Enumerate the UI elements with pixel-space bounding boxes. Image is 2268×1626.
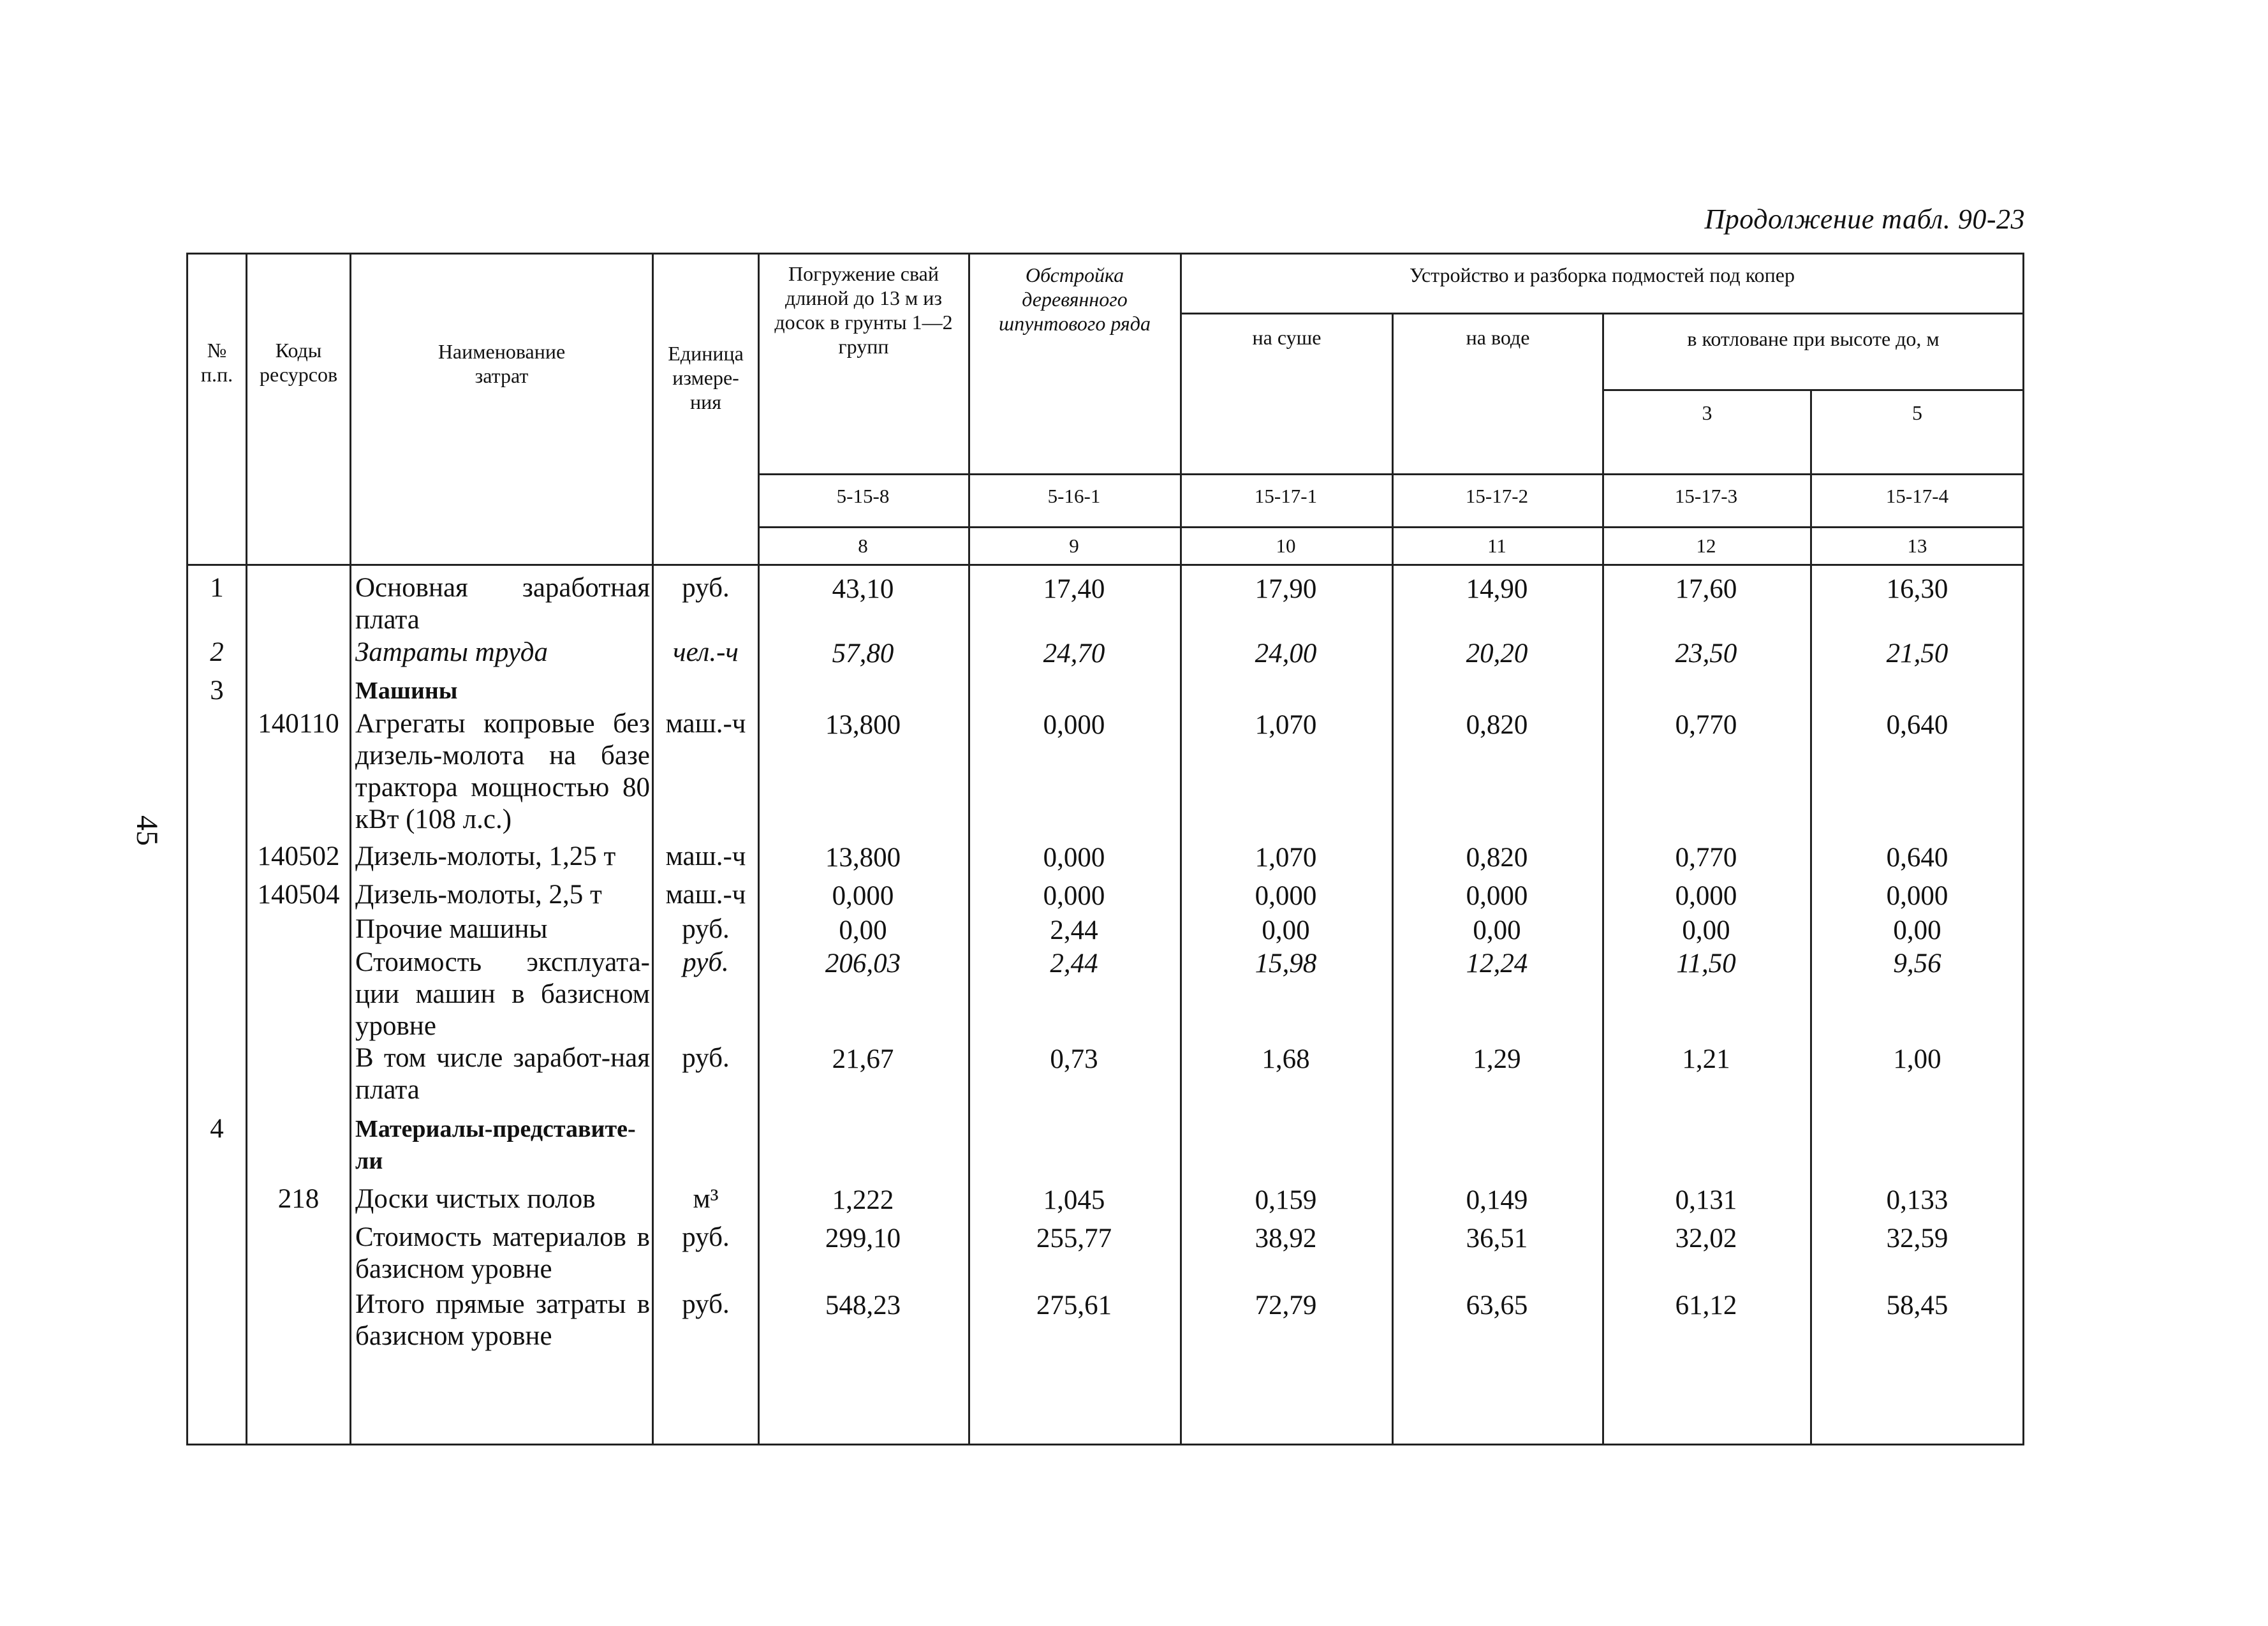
value-cell: 0,640 [1886,710,1948,740]
value-cell: 24,00 [1255,639,1317,669]
value-cell: 15,98 [1255,949,1317,979]
value-cell: 0,000 [1043,843,1105,873]
value-cell: 36,51 [1466,1223,1528,1253]
header-name-text: Наименование затрат [438,340,566,387]
value-cell: 23,50 [1675,639,1737,669]
value-cell: 21,50 [1886,639,1948,669]
value-cell: 17,40 [1043,574,1105,604]
value-cell: 0,000 [1886,881,1948,911]
value-cell: 1,070 [1255,843,1317,873]
value-cell: 9,56 [1893,949,1941,979]
unit: руб. [682,1043,730,1073]
value-cell: 255,77 [1036,1223,1112,1253]
value-cell: 1,68 [1262,1044,1310,1074]
value-cell: 17,60 [1675,574,1737,604]
unit: руб. [682,1289,730,1319]
value-cell: 57,80 [832,639,894,669]
value-cell: 32,02 [1675,1223,1737,1253]
value-cell: 299,10 [825,1223,901,1253]
value-cell: 0,149 [1466,1185,1528,1215]
header-unit-text: Единица измере- ния [668,342,744,413]
value-cell: 1,00 [1893,1044,1941,1074]
value-cell: 13,800 [825,710,901,740]
value-cell: 24,70 [1043,639,1105,669]
header-group-text: Устройство и разборка подмостей под копер [1410,263,1795,286]
header-unit [654,341,758,414]
row-divider [1602,389,2024,391]
unit: руб. [682,1222,730,1252]
value-cell: 0,73 [1050,1044,1098,1074]
column-number: 11 [1487,535,1506,557]
column-number: 12 [1696,535,1716,557]
unit: руб. [682,914,730,944]
value-cell: 0,00 [1473,915,1521,945]
cost-name: Агрегаты копровые без дизель-молота на базе трактора мощностью 80 кВт (108 л.с.) [355,709,650,834]
unit: руб. [682,947,729,977]
header-col9-text: Обстройка деревянного шпунтового ряда [999,263,1151,335]
header-codes [247,338,350,387]
value-cell: 32,59 [1886,1223,1948,1253]
header-pit-h2-text: 5 [1912,401,1922,424]
column-number: 13 [1907,535,1927,557]
value-cell: 0,000 [1466,881,1528,911]
value-cell: 0,640 [1886,843,1948,873]
header-pit-text: в котловане при высоте до, м [1687,327,1940,350]
header-pit [1604,327,2022,351]
value-cell: 38,92 [1255,1223,1317,1253]
row-number: 4 [210,1114,224,1144]
value-cell: 17,90 [1255,574,1317,604]
header-col10-text: на суше [1252,326,1322,349]
cost-name: Доски чистых полов [355,1184,596,1214]
row-number: 3 [210,676,224,706]
header-pit-h1-text: 3 [1702,401,1712,424]
cost-name: Материалы-представите-ли [355,1116,636,1174]
resource-code: 218 [277,1184,320,1214]
row-divider [1180,313,2024,314]
value-cell: 0,000 [832,881,894,911]
resource-code-header: 5-16-1 [1047,485,1101,507]
value-cell: 63,65 [1466,1290,1528,1320]
cost-name: Стоимость материалов в базисном уровне [355,1222,650,1284]
value-cell: 0,00 [1682,915,1730,945]
column-number: 10 [1276,535,1296,557]
value-cell: 0,131 [1675,1185,1737,1215]
resource-code-header: 15-17-2 [1465,485,1529,507]
value-cell: 14,90 [1466,574,1528,604]
resource-code: 140504 [257,880,340,910]
resource-code: 140502 [257,841,340,871]
cost-name: Дизель-молоты, 2,5 т [355,880,602,910]
value-cell: 0,000 [1043,710,1105,740]
value-cell: 20,20 [1466,639,1528,669]
value-cell: 0,000 [1255,881,1317,911]
header-no [188,338,246,387]
header-pit-h2 [1812,401,2022,425]
resource-code-header: 15-17-1 [1254,485,1318,507]
cost-name: Затраты труда [355,637,548,667]
value-cell: 72,79 [1255,1290,1317,1320]
value-cell: 0,770 [1675,843,1737,873]
value-cell: 1,045 [1043,1185,1105,1215]
value-cell: 0,159 [1255,1185,1317,1215]
value-cell: 43,10 [832,574,894,604]
value-cell: 58,45 [1886,1290,1948,1320]
resource-code-header: 15-17-3 [1674,485,1738,507]
value-cell: 21,67 [832,1044,894,1074]
cost-name: В том числе заработ-ная плата [355,1043,650,1105]
value-cell: 0,000 [1043,881,1105,911]
unit: чел.-ч [673,637,739,667]
header-col11 [1394,325,1602,350]
cost-name: Машины [355,677,458,704]
cost-name: Стоимость эксплуата-ции машин в базисном уровне [355,947,650,1041]
cost-name: Основная заработная плата [355,573,650,635]
header-group [1182,263,2022,287]
col-divider [350,253,351,1445]
value-cell: 0,133 [1886,1185,1948,1215]
row-number: 1 [210,573,224,603]
value-cell: 0,00 [1893,915,1941,945]
header-codes-text: Коды ресурсов [259,339,338,386]
value-cell: 0,770 [1675,710,1737,740]
value-cell: 275,61 [1036,1290,1112,1320]
value-cell: 0,820 [1466,710,1528,740]
value-cell: 0,00 [839,915,887,945]
value-cell: 16,30 [1886,574,1948,604]
value-cell: 1,29 [1473,1044,1521,1074]
table-caption: Продолжение табл. 90-23 [1704,203,2025,235]
cost-name: Прочие машины [355,914,548,944]
resource-code-header: 5-15-8 [836,485,890,507]
column-number: 8 [858,535,868,557]
header-no-text: № п.п. [200,339,233,386]
row-divider [758,473,2024,475]
page-number: 45 [130,815,164,846]
value-cell: 1,070 [1255,710,1317,740]
row-divider [186,564,2024,566]
value-cell: 1,21 [1682,1044,1730,1074]
resource-code-header: 15-17-4 [1885,485,1949,507]
unit: маш.-ч [665,841,746,871]
value-cell: 13,800 [825,843,901,873]
header-col8-text: Погружение свай длиной до 13 м из досок в грунты 1—2 групп [774,262,953,358]
value-cell: 12,24 [1466,949,1528,979]
header-pit-h1 [1604,401,1810,425]
value-cell: 0,000 [1675,881,1737,911]
resource-code: 140110 [258,709,339,739]
header-col10 [1182,325,1392,350]
row-number: 2 [210,637,224,667]
value-cell: 61,12 [1675,1290,1737,1320]
value-cell: 548,23 [825,1290,901,1320]
value-cell: 2,44 [1050,915,1098,945]
unit: руб. [682,573,730,603]
header-name [351,339,652,388]
unit: маш.-ч [665,709,746,739]
col-divider [1392,313,1394,1445]
unit: м³ [693,1184,719,1214]
value-cell: 11,50 [1676,949,1736,979]
value-cell: 0,00 [1262,915,1310,945]
cost-name: Итого прямые затраты в базисном уровне [355,1289,650,1351]
header-col8 [762,262,965,358]
value-cell: 0,820 [1466,843,1528,873]
value-cell: 206,03 [825,949,901,979]
unit: маш.-ч [665,880,746,910]
value-cell: 1,222 [832,1185,894,1215]
col-divider [1602,313,1604,1445]
header-col11-text: на воде [1466,326,1530,349]
value-cell: 2,44 [1050,949,1098,979]
column-number: 9 [1069,535,1079,557]
cost-name: Дизель-молоты, 1,25 т [355,841,616,871]
header-col9 [973,263,1177,336]
row-divider [758,526,2024,528]
